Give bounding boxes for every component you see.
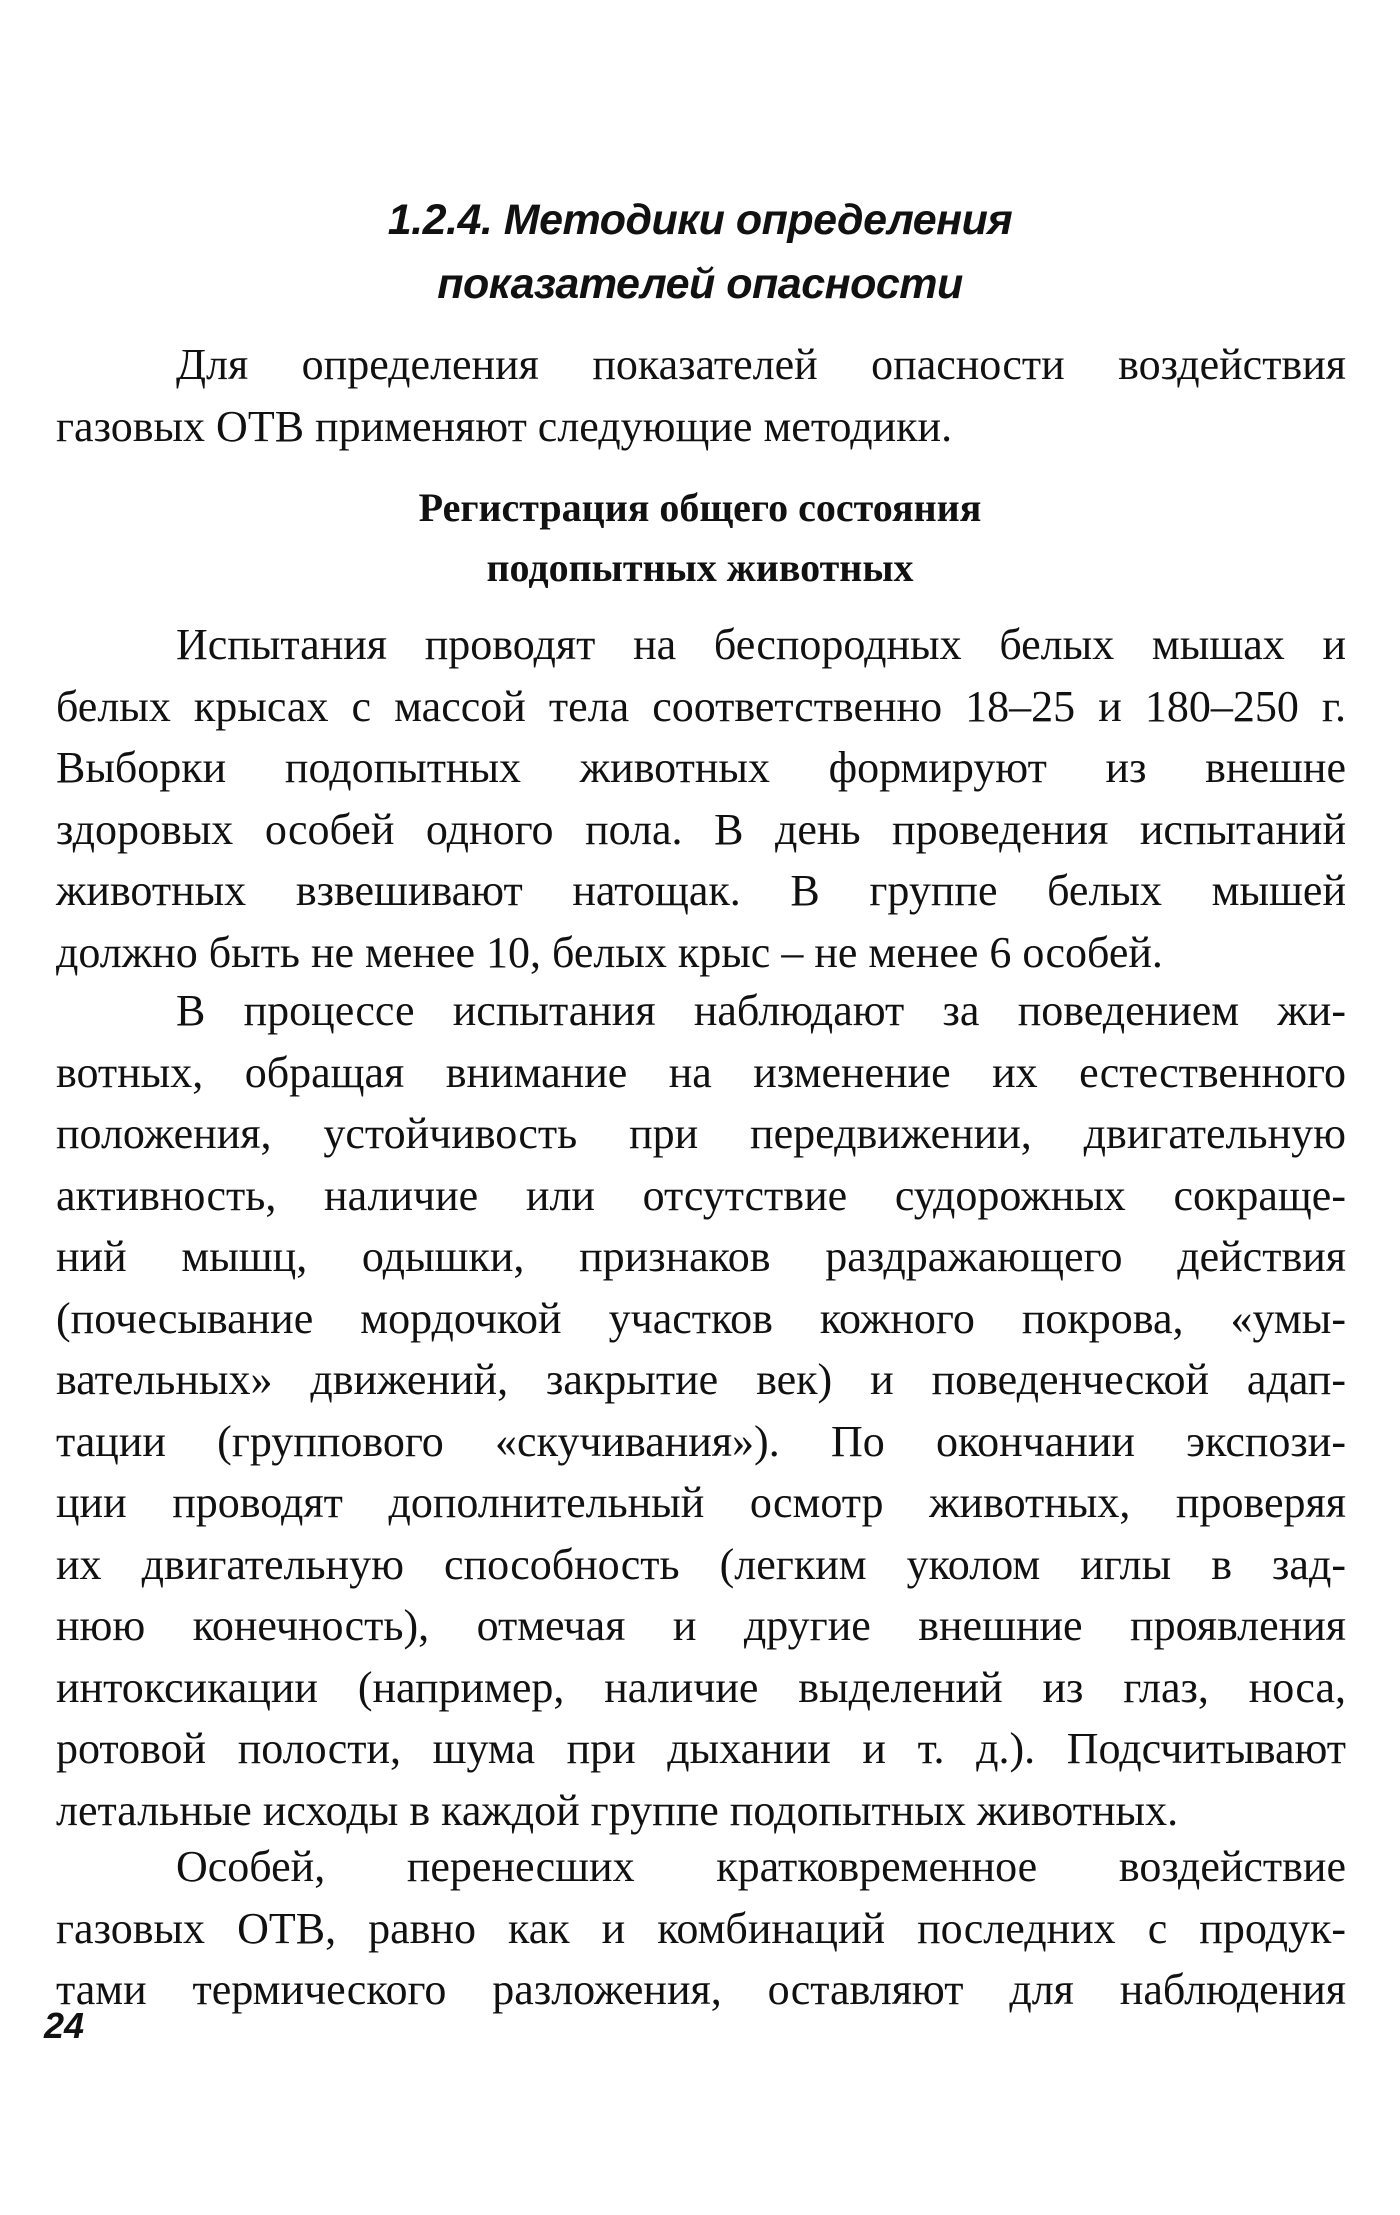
section-title-line-1: 1.2.4. Методики определения bbox=[387, 196, 1013, 244]
paragraph-line: Испытания проводят на беспородных белых мышах и bbox=[176, 620, 1346, 669]
intro-paragraph bbox=[56, 334, 1346, 457]
paragraph-line: активность, наличие или отсутствие судорожных сокраще- bbox=[56, 1170, 1346, 1220]
section-title bbox=[0, 188, 1400, 316]
paragraph-line: их двигательную способность (легким уколом иглы в зад- bbox=[56, 1539, 1346, 1589]
paragraph-line: интоксикации (например, наличие выделений из глаз, носа, bbox=[56, 1662, 1346, 1712]
paragraph-line: ний мышц, одышки, признаков раздражающего действия bbox=[56, 1232, 1346, 1281]
paragraph-line: ротовой полости, шума при дыхании и т. д.). Подсчитывают bbox=[56, 1724, 1346, 1773]
paragraph-line: должно быть не менее 10, белых крыс – не менее 6 особей. bbox=[56, 927, 1163, 977]
paragraph-1 bbox=[56, 614, 1346, 983]
paragraph-line: белых крысах с массой тела соответственно 18–25 и 180–250 г. bbox=[56, 681, 1346, 731]
paragraph-line: вотных, обращая внимание на изменение их естественного bbox=[56, 1047, 1346, 1097]
paragraph-line: тами термического разложения, оставляют для наблюдения bbox=[56, 1965, 1346, 2014]
paragraph-line: вательных» движений, закрытие век) и поведенческой адап- bbox=[56, 1355, 1346, 1404]
intro-line: газовых ОТВ применяют следующие методики. bbox=[56, 401, 953, 451]
paragraph-line: летальные исходы в каждой группе подопытных животных. bbox=[56, 1785, 1179, 1835]
paragraph-2 bbox=[56, 980, 1346, 1841]
paragraph-line: положения, устойчивость при передвижении, двигательную bbox=[56, 1109, 1346, 1158]
paragraph-line: газовых ОТВ, равно как и комбинаций последних с продук- bbox=[56, 1903, 1346, 1953]
paragraph-line: Особей, перенесших кратковременное воздействие bbox=[176, 1842, 1346, 1891]
subheading-line-2: подопытных животных bbox=[486, 545, 914, 590]
paragraph-line: (почесывание мордочкой участков кожного покрова, «умы- bbox=[56, 1293, 1346, 1343]
paragraph-line: нюю конечность), отмечая и другие внешние проявления bbox=[56, 1601, 1346, 1650]
section-title-line-2: показателей опасности bbox=[437, 260, 963, 308]
paragraph-line: животных взвешивают натощак. В группе белых мышей bbox=[56, 866, 1346, 915]
subheading-line-1: Регистрация общего состояния bbox=[418, 485, 982, 530]
intro-line: Для определения показателей опасности воздействия bbox=[176, 340, 1346, 389]
page-number: 24 bbox=[44, 2005, 85, 2046]
paragraph-3 bbox=[56, 1836, 1346, 2021]
subheading bbox=[0, 478, 1400, 598]
paragraph-line: здоровых особей одного пола. В день проведения испытаний bbox=[56, 804, 1346, 854]
paragraph-line: ции проводят дополнительный осмотр животных, проверяя bbox=[56, 1478, 1346, 1527]
paragraph-line: тации (группового «скучивания»). По окончании экспози- bbox=[56, 1416, 1346, 1466]
paragraph-line: Выборки подопытных животных формируют из внешне bbox=[56, 743, 1346, 792]
paragraph-line: В процессе испытания наблюдают за поведением жи- bbox=[176, 986, 1346, 1035]
